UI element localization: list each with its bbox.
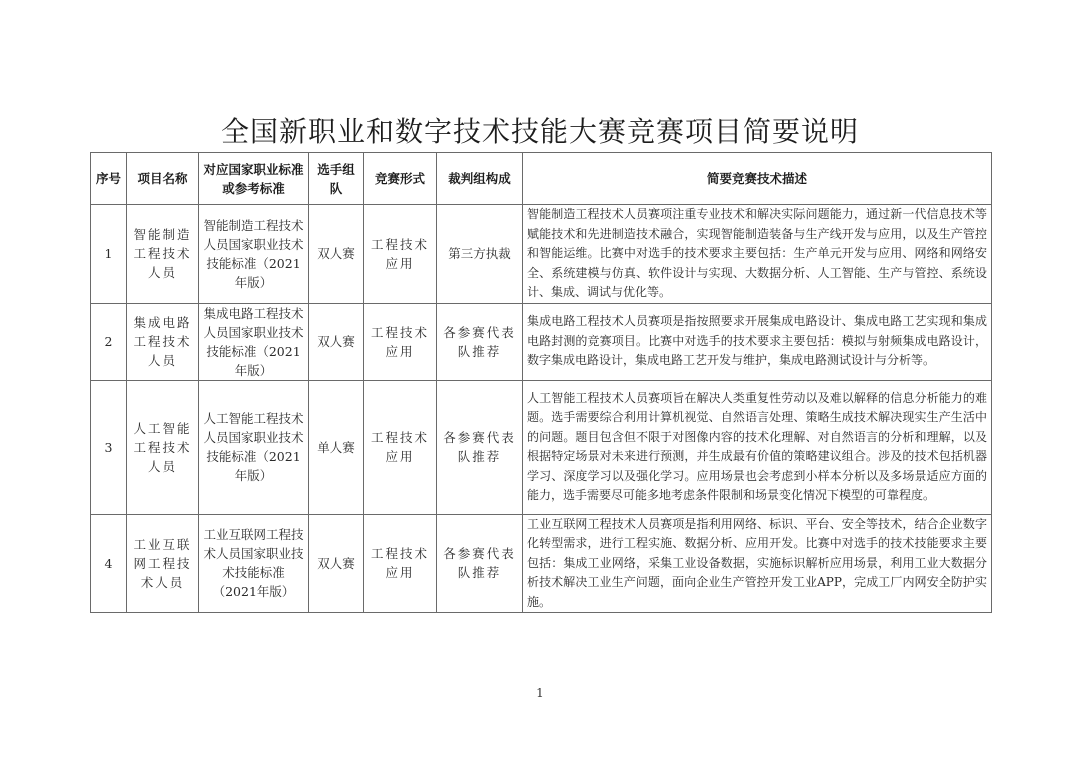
row-description: 人工智能工程技术人员赛项旨在解决人类重复性劳动以及难以解释的信息分析能力的难题。选手需要综合利用计算机视觉、自然语言处理、策略生成技术解决现实生产生活中的问题。题目包含但不限于对图像内容的技术化理解、对自然语言的分析和理解，以及根据特定场景对未来进行预测，并生成最有价值的策略建议组合。涉及的技术包括机器学习、深度学习以及强化学习。应用场景也会考虑到小样本分析以及多场景适应方面的能力，选手需要尽可能多地考虑条件限制和场景变化情况下模型的可靠程度。 bbox=[523, 380, 992, 514]
row-team: 双人赛 bbox=[309, 514, 364, 613]
row-standard: 集成电路工程技术人员国家职业技术技能标准（2021年版） bbox=[199, 303, 309, 380]
row-name: 智能制造工程技术人员 bbox=[127, 205, 199, 304]
table-row bbox=[91, 205, 992, 304]
row-description: 工业互联网工程技术人员赛项是指利用网络、标识、平台、安全等技术，结合企业数字化转型需求，进行工程实施、数据分析、应用开发。比赛中对选手的技术技能要求主要包括：集成工业网络，采集工业设备数据，实施标识解析应用场景，利用工业大数据分析技术解决工业生产问题，面向企业生产管控开发工业APP，完成工厂内网安全防护实施。 bbox=[523, 514, 992, 613]
header-team: 选手组队 bbox=[309, 153, 364, 205]
row-standard: 工业互联网工程技术人员国家职业技术技能标准（2021年版） bbox=[199, 514, 309, 613]
row-judges: 各参赛代表队推荐 bbox=[437, 380, 523, 514]
row-team: 双人赛 bbox=[309, 205, 364, 304]
row-format: 工程技术应用 bbox=[364, 205, 437, 304]
row-format: 工程技术应用 bbox=[364, 514, 437, 613]
row-format: 工程技术应用 bbox=[364, 303, 437, 380]
row-name: 人工智能工程技术人员 bbox=[127, 380, 199, 514]
header-standard: 对应国家职业标准或参考标准 bbox=[199, 153, 309, 205]
header-description: 简要竞赛技术描述 bbox=[523, 153, 992, 205]
row-standard: 智能制造工程技术人员国家职业技术技能标准（2021年版） bbox=[199, 205, 309, 304]
header-name: 项目名称 bbox=[127, 153, 199, 205]
table-header-row bbox=[91, 153, 992, 205]
table-row bbox=[91, 514, 992, 613]
row-seq: 1 bbox=[91, 205, 127, 304]
header-format: 竞赛形式 bbox=[364, 153, 437, 205]
row-team: 单人赛 bbox=[309, 380, 364, 514]
row-name: 集成电路工程技术人员 bbox=[127, 303, 199, 380]
row-standard: 人工智能工程技术人员国家职业技术技能标准（2021年版） bbox=[199, 380, 309, 514]
page-number: 1 bbox=[536, 686, 544, 700]
row-description: 集成电路工程技术人员赛项是指按照要求开展集成电路设计、集成电路工艺实现和集成电路封测的竞赛项目。比赛中对选手的技术要求主要包括：模拟与射频集成电路设计，数字集成电路设计，集成电路工艺开发与维护，集成电路测试设计与分析等。 bbox=[523, 303, 992, 380]
row-format: 工程技术应用 bbox=[364, 380, 437, 514]
document-title: 全国新职业和数字技术技能大赛竞赛项目简要说明 bbox=[220, 115, 859, 148]
row-seq: 3 bbox=[91, 380, 127, 514]
header-seq: 序号 bbox=[91, 153, 127, 205]
row-team: 双人赛 bbox=[309, 303, 364, 380]
row-description: 智能制造工程技术人员赛项注重专业技术和解决实际问题能力，通过新一代信息技术等赋能技术和先进制造技术融合，实现智能制造装备与生产线开发与应用，以及生产管控和智能运维。比赛中对选手的技术要求主要包括：生产单元开发与应用、网络和网络安全、系统建模与仿真、软件设计与实现、大数据分析、人工智能、生产与管控、系统设计、集成、调试与优化等。 bbox=[523, 205, 992, 304]
table-row bbox=[91, 303, 992, 380]
row-seq: 4 bbox=[91, 514, 127, 613]
row-name: 工业互联网工程技术人员 bbox=[127, 514, 199, 613]
row-seq: 2 bbox=[91, 303, 127, 380]
header-judges: 裁判组构成 bbox=[437, 153, 523, 205]
competition-table bbox=[90, 152, 992, 613]
row-judges: 各参赛代表队推荐 bbox=[437, 303, 523, 380]
row-judges: 各参赛代表队推荐 bbox=[437, 514, 523, 613]
table-row bbox=[91, 380, 992, 514]
row-judges: 第三方执裁 bbox=[437, 205, 523, 304]
